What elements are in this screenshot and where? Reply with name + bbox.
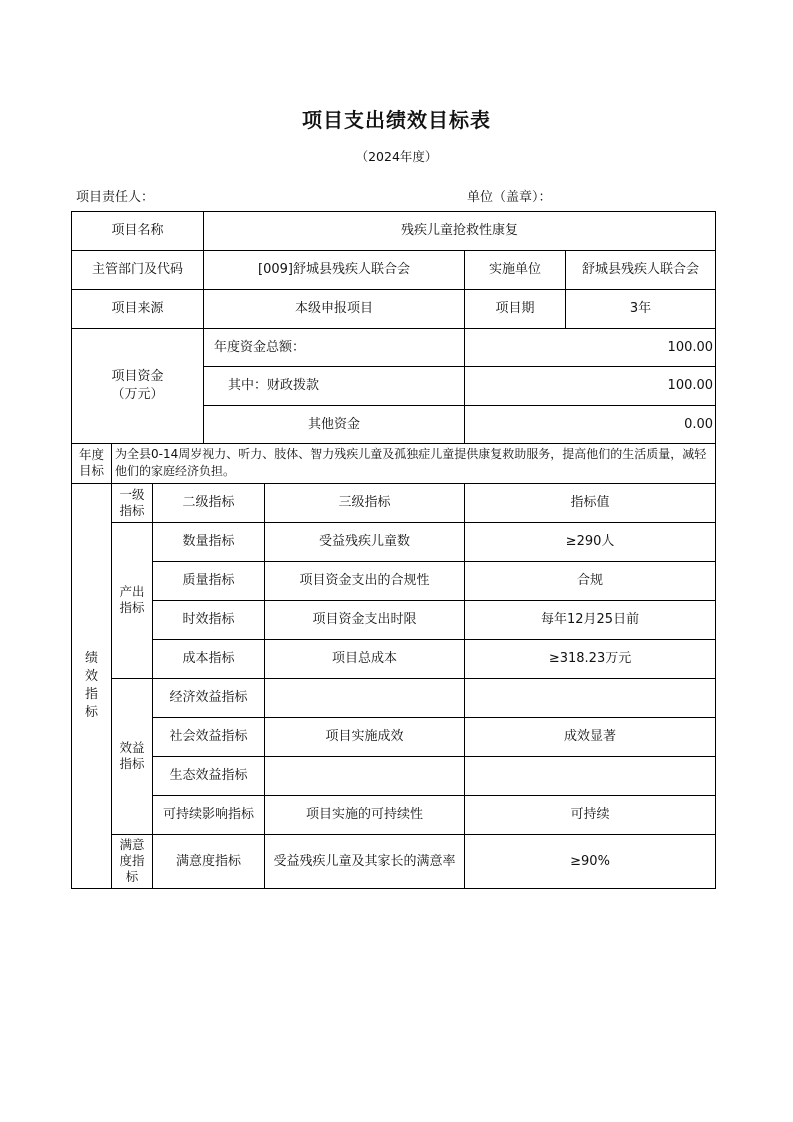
table-row	[72, 600, 716, 639]
table-row	[72, 834, 716, 888]
project-name-label: 项目名称	[72, 212, 204, 251]
row-value: 合规	[465, 561, 716, 600]
row-level2: 质量指标	[153, 561, 265, 600]
row-value: 成效显著	[465, 717, 716, 756]
row-project-name	[72, 212, 716, 251]
row-annual-goal	[72, 444, 716, 484]
row-level3: 受益残疾儿童及其家长的满意率	[265, 834, 465, 888]
table-row	[72, 756, 716, 795]
row-level2: 时效指标	[153, 600, 265, 639]
row-level3	[265, 678, 465, 717]
year-label: （2024年度）	[355, 149, 438, 164]
funds-other-label: 其他资金	[204, 406, 465, 444]
table-row	[72, 561, 716, 600]
annual-goal-text: 为全县0-14周岁视力、听力、肢体、智力残疾儿童及孤独症儿童提供康复救助服务，提高他们的生活质量，减轻他们的家庭经济负担。	[112, 444, 716, 484]
row-level2: 经济效益指标	[153, 678, 265, 717]
performance-table	[71, 211, 716, 889]
benefit-label-line2: 指标	[119, 756, 145, 772]
funds-total-value: 100.00	[465, 329, 716, 367]
header-level1	[112, 483, 153, 522]
implementer-value: 舒城县残疾人联合会	[566, 251, 716, 290]
satisfaction-label-line3: 标	[125, 869, 139, 885]
implementer-label: 实施单位	[465, 251, 566, 290]
row-level3	[265, 756, 465, 795]
row-value: 每年12月25日前	[465, 600, 716, 639]
row-source	[72, 290, 716, 329]
satisfaction-label-line1: 满意	[119, 836, 145, 852]
row-value: ≥318.23万元	[465, 639, 716, 678]
row-value: 可持续	[465, 795, 716, 834]
row-level2: 生态效益指标	[153, 756, 265, 795]
row-level3: 项目资金支出时限	[265, 600, 465, 639]
source-value: 本级申报项目	[204, 290, 465, 329]
row-level3: 项目总成本	[265, 639, 465, 678]
period-label: 项目期	[465, 290, 566, 329]
annual-goal-label	[72, 444, 112, 484]
page-title: 项目支出绩效目标表	[302, 108, 491, 132]
header-level1-line2: 指标	[119, 502, 145, 518]
period-value: 3年	[566, 290, 716, 329]
funds-label-line1: 项目资金	[111, 369, 164, 385]
row-value: ≥90%	[465, 834, 716, 888]
output-label-line1: 产出	[119, 584, 145, 600]
row-level2: 社会效益指标	[153, 717, 265, 756]
table-row	[72, 678, 716, 717]
table-row	[72, 522, 716, 561]
funds-fiscal-label: 其中：财政拨款	[204, 367, 465, 406]
department-label: 主管部门及代码	[72, 251, 204, 290]
source-label: 项目来源	[72, 290, 204, 329]
table-row	[72, 795, 716, 834]
funds-fiscal-value: 100.00	[465, 367, 716, 406]
row-funds-total	[72, 329, 716, 367]
row-level2: 成本指标	[153, 639, 265, 678]
row-level3: 受益残疾儿童数	[265, 522, 465, 561]
perf-char-2: 效	[84, 668, 98, 684]
funds-total-label: 年度资金总额：	[204, 329, 465, 367]
benefit-indicator-label	[112, 678, 153, 834]
satisfaction-indicator-label	[112, 834, 153, 888]
perf-char-3: 指	[84, 686, 98, 702]
row-level2: 数量指标	[153, 522, 265, 561]
performance-indicator-label	[72, 483, 112, 888]
perf-char-4: 标	[84, 704, 98, 720]
funds-label-line2: （万元）	[111, 387, 164, 402]
benefit-label-line1: 效益	[119, 740, 145, 756]
satisfaction-label-line2: 度指	[119, 853, 145, 869]
row-level2: 满意度指标	[153, 834, 265, 888]
department-value: [009]舒城县残疾人联合会	[204, 251, 465, 290]
header-level3: 三级指标	[265, 483, 465, 522]
header-level2: 二级指标	[153, 483, 265, 522]
header-value: 指标值	[465, 483, 716, 522]
responsible-label: 项目责任人：	[76, 190, 155, 205]
header-level1-line1: 一级	[119, 486, 145, 502]
project-name-value: 残疾儿童抢救性康复	[204, 212, 716, 251]
funds-label	[72, 329, 204, 444]
row-value	[465, 756, 716, 795]
output-indicator-label	[112, 522, 153, 678]
row-level2: 可持续影响指标	[153, 795, 265, 834]
annual-goal-label-line1: 年度	[78, 447, 104, 463]
row-department	[72, 251, 716, 290]
unit-seal-label: 单位（盖章）：	[467, 190, 552, 205]
table-row	[72, 717, 716, 756]
funds-other-value: 0.00	[465, 406, 716, 444]
perf-char-1: 绩	[84, 650, 98, 666]
row-level3: 项目实施成效	[265, 717, 465, 756]
row-level3: 项目实施的可持续性	[265, 795, 465, 834]
row-value: ≥290人	[465, 522, 716, 561]
row-level3: 项目资金支出的合规性	[265, 561, 465, 600]
table-row	[72, 639, 716, 678]
row-indicator-header	[72, 483, 716, 522]
annual-goal-label-line2: 目标	[78, 463, 104, 479]
output-label-line2: 指标	[119, 600, 145, 616]
row-value	[465, 678, 716, 717]
